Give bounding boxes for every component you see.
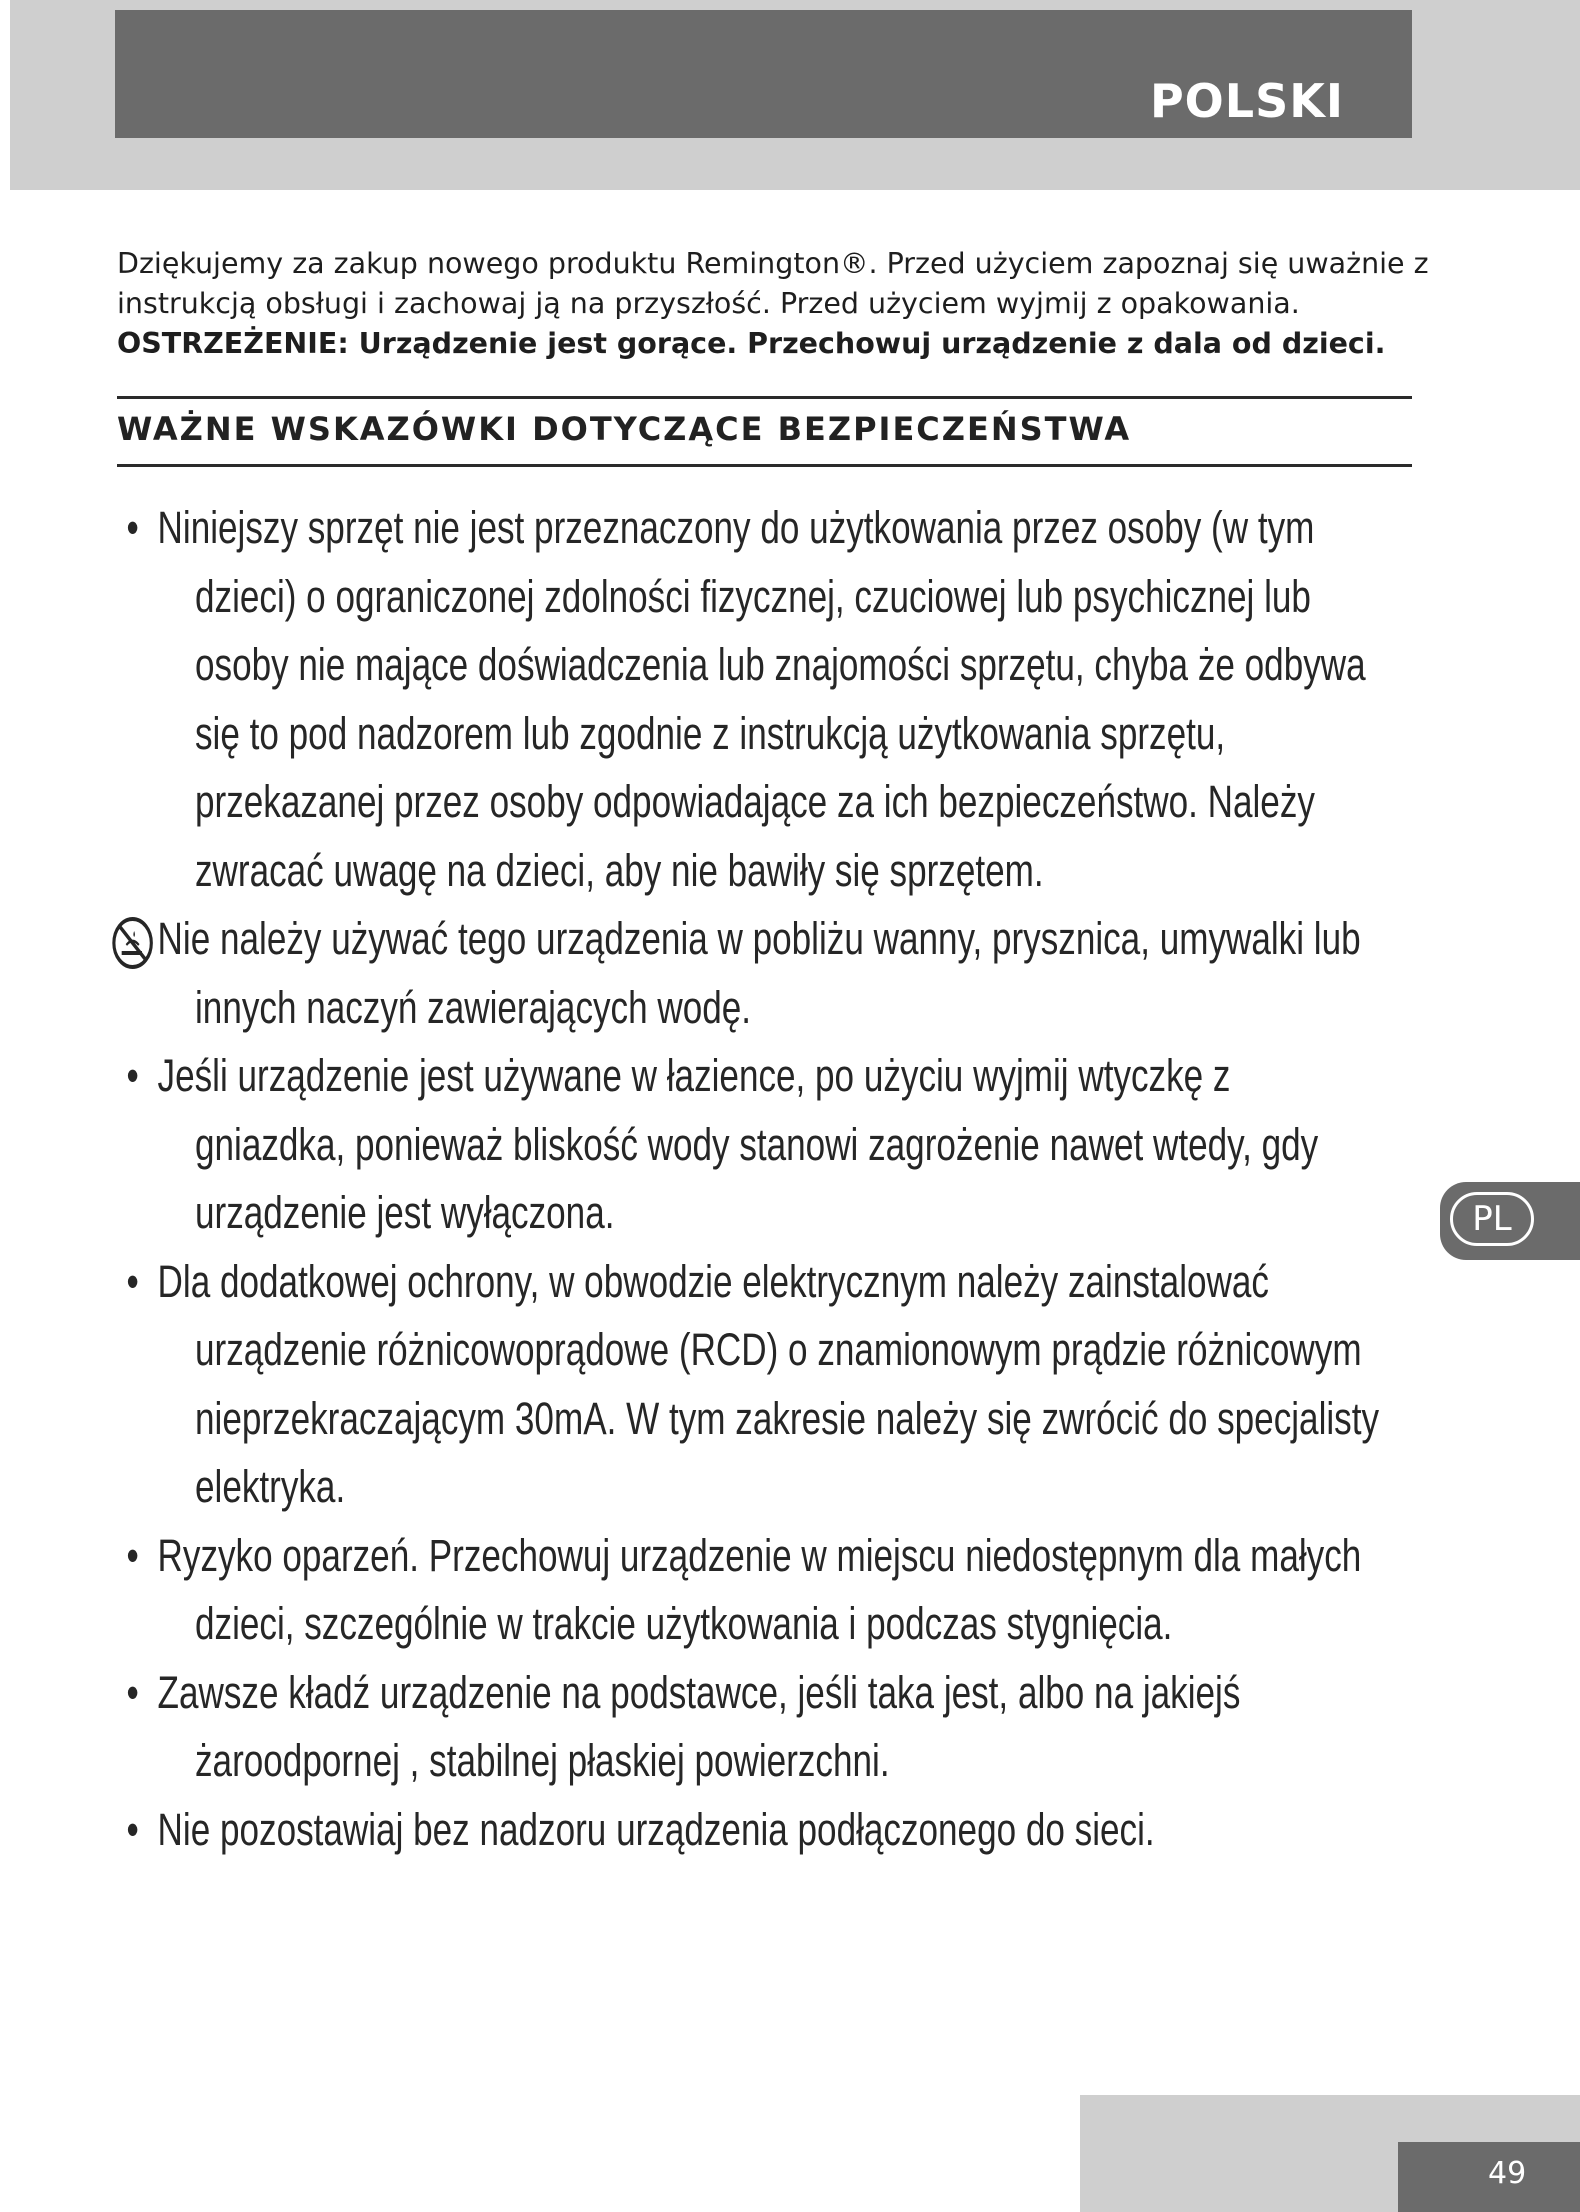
list-item	[117, 1522, 1362, 1659]
no-water-icon	[111, 915, 155, 971]
list-item-line: innych naczyń zawierających wodę.	[195, 981, 752, 1033]
intro-line: Dziękujemy za zakup nowego produktu Remington®. Przed użyciem zapoznaj się uważnie z	[117, 247, 1429, 280]
list-item-line: Nie pozostawiaj bez nadzoru urządzenia podłączonego do sieci.	[157, 1803, 1155, 1855]
list-item-line: dzieci) o ograniczonej zdolności fizycznej, czuciowej lub psychicznej lub	[195, 570, 1311, 622]
list-item-line: przekazanej przez osoby odpowiadające za ich bezpieczeństwo. Należy	[195, 776, 1315, 827]
list-item-line: żaroodpornej , stabilnej płaskiej powierzchni.	[195, 1735, 890, 1786]
bullet-dot: •	[126, 502, 139, 553]
list-item-line: Dla dodatkowej ochrony, w obwodzie elektrycznym należy zainstalować	[157, 1255, 1269, 1307]
list-item-line: Niniejszy sprzęt nie jest przeznaczony do użytkowania przez osoby (w tym	[157, 502, 1315, 553]
header-bar	[115, 10, 1412, 138]
list-item-line: Jeśli urządzenie jest używane w łazience, po użyciu wyjmij wtyczkę z	[157, 1050, 1231, 1101]
section-heading: WAŻNE WSKAZÓWKI DOTYCZĄCE BEZPIECZEŃSTWA	[117, 410, 1132, 448]
list-item-line: nieprzekraczającym 30mA. W tym zakresie należy się zwrócić do specjalisty	[195, 1392, 1380, 1444]
list-item-line: osoby nie mające doświadczenia lub znajomości sprzętu, chyba że odbywa	[195, 639, 1366, 690]
list-item-line: elektryka.	[195, 1461, 346, 1512]
safety-list	[117, 494, 1380, 1864]
list-item-line: Zawsze kładź urządzenie na podstawce, jeśli taka jest, albo na jakiejś	[157, 1666, 1241, 1718]
bullet-dot: •	[126, 1255, 139, 1307]
language-tab-label: PL	[1450, 1192, 1534, 1246]
section-rule-top	[117, 396, 1412, 399]
list-item-line: zwracać uwagę na dzieci, aby nie bawiły się sprzętem.	[195, 844, 1044, 896]
intro-text	[117, 244, 1429, 364]
intro-line: instrukcją obsługi i zachowaj ją na przyszłość. Przed użyciem wyjmij z opakowania.	[117, 287, 1300, 320]
bullet-dot: •	[126, 1050, 139, 1101]
page-number: 49	[1488, 2156, 1527, 2191]
list-item	[117, 1796, 1155, 1865]
list-item-line: się to pod nadzorem lub zgodnie z instrukcją użytkowania sprzętu,	[195, 707, 1226, 759]
warning-text: OSTRZEŻENIE: Urządzenie jest gorące. Przechowuj urządzenie z dala od dzieci.	[117, 327, 1386, 360]
list-item-line: gniazdka, ponieważ bliskość wody stanowi zagrożenie nawet wtedy, gdy	[195, 1118, 1319, 1170]
list-item-line: dzieci, szczególnie w trakcie użytkowania i podczas stygnięcia.	[195, 1598, 1173, 1649]
language-tab	[1440, 1182, 1580, 1260]
bullet-dot: •	[126, 1803, 139, 1855]
list-item-line: urządzenie różnicowoprądowe (RCD) o znamionowym prądzie różnicowym	[195, 1324, 1362, 1375]
list-item	[117, 1248, 1380, 1522]
bullet-dot: •	[126, 1666, 139, 1718]
list-item-line: Ryzyko oparzeń. Przechowuj urządzenie w miejscu niedostępnym dla małych	[157, 1529, 1362, 1581]
list-item	[117, 1659, 1241, 1796]
list-item	[117, 1042, 1319, 1248]
list-item	[117, 494, 1366, 905]
list-item-line: Nie należy używać tego urządzenia w pobliżu wanny, prysznica, umywalki lub	[157, 913, 1361, 964]
list-item	[117, 905, 1361, 1042]
section-rule-bottom	[117, 464, 1412, 467]
language-title: POLSKI	[1149, 74, 1344, 128]
bullet-dot: •	[126, 1529, 139, 1581]
list-item-line: urządzenie jest wyłączona.	[195, 1187, 615, 1238]
